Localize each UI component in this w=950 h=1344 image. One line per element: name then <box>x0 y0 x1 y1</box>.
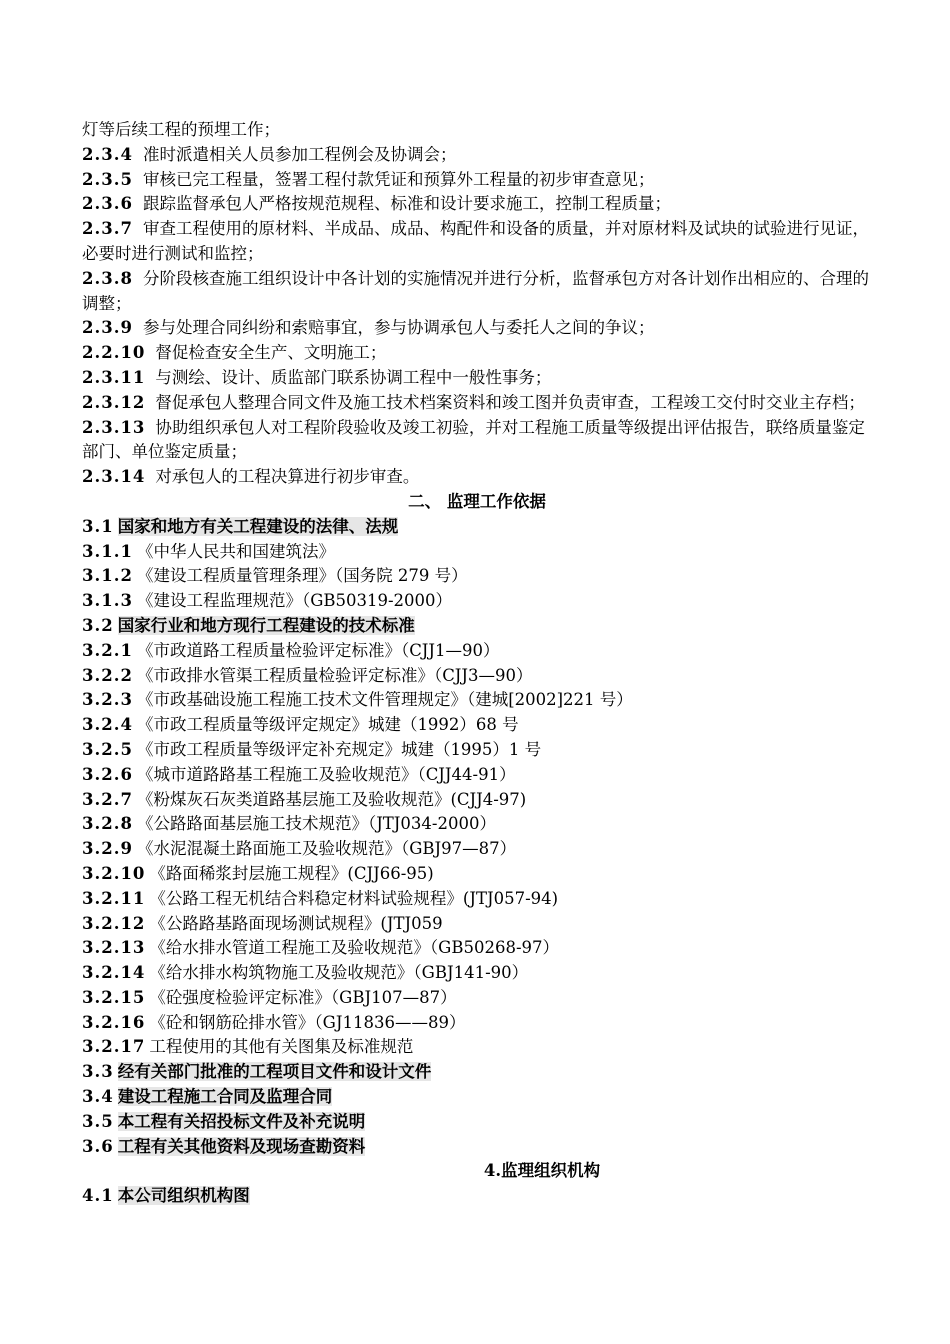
list-item: 2.3.4 准时派遣相关人员参加工程例会及协调会； <box>82 144 457 164</box>
heading-3-1: 3.1 国家和地方有关工程建设的法律、法规 <box>82 516 399 536</box>
list-item: 3.2.13 《给水排水管道工程施工及验收规范》（GB50268-97） <box>82 938 560 958</box>
section-4-title: 4.监理组织机构 <box>483 1161 601 1181</box>
heading-4-1: 4.1 本公司组织机构图 <box>82 1186 250 1206</box>
heading-3-2: 3.2 国家行业和地方现行工程建设的技术标准 <box>82 615 415 635</box>
heading-3-5: 3.5 本工程有关招投标文件及补充说明 <box>82 1111 366 1131</box>
section-2-title: 二、 监理工作依据 <box>408 491 546 511</box>
list-item: 3.2.11 《公路工程无机结合料稳定材料试验规程》(JTJ057-94) <box>82 888 559 908</box>
list-item: 2.3.5 审核已完工程量，签署工程付款凭证和预算外工程量的初步审查意见； <box>82 169 655 189</box>
intro-line: 灯等后续工程的预埋工作； <box>82 120 280 139</box>
list-item: 3.2.6 《城市道路路基工程施工及验收规范》（CJJ44-91） <box>82 764 516 784</box>
list-item: 3.2.4 《市政工程质量等级评定规定》城建（1992）68 号 <box>82 715 519 735</box>
list-item: 3.2.16 《砼和钢筋砼排水管》（GJ11836——89） <box>82 1012 466 1032</box>
list-item: 3.2.5 《市政工程质量等级评定补充规定》城建（1995）1 号 <box>82 739 542 759</box>
list-item: 2.3.6 跟踪监督承包人严格按规范规程、标准和设计要求施工，控制工程质量； <box>82 194 671 214</box>
list-item: 2.3.8 分阶段核查施工组织设计中各计划的实施情况并进行分析，监督承包方对各计划作出相应的、合理的调整； <box>82 268 869 313</box>
list-item: 3.1.3 《建设工程监理规范》（GB50319-2000） <box>82 591 453 611</box>
list-item: 2.3.13 协助组织承包人对工程阶段验收及竣工初验，并对工程施工质量等级提出评估报告，联络质量鉴定部门、单位鉴定质量； <box>82 417 865 462</box>
list-item: 3.2.17 工程使用的其他有关图集及标准规范 <box>82 1037 414 1057</box>
list-item: 2.3.7 审查工程使用的原材料、半成品、成品、构配件和设备的质量，并对原材料及试块的试验进行见证，必要时进行测试和监控； <box>82 219 869 263</box>
list-item: 2.3.9 参与处理合同纠纷和索赔事宜，参与协调承包人与委托人之间的争议； <box>82 318 655 338</box>
duties-list <box>82 143 872 490</box>
list-item: 3.1.2 《建设工程质量管理条理》（国务院 279 号） <box>82 566 468 586</box>
document-page <box>82 118 872 1209</box>
list-item: 3.2.12 《公路路基路面现场测试规程》(JTJ059 <box>82 913 443 933</box>
s31-list <box>82 540 872 614</box>
list-item: 2.3.12 督促承包人整理合同文件及施工技术档案资料和竣工图并负责审查，工程竣工交付时交业主存档； <box>82 392 865 412</box>
list-item: 3.2.7 《粉煤灰石灰类道路基层施工及验收规范》(CJJ4-97) <box>82 789 527 809</box>
list-item: 3.2.8 《公路路面基层施工技术规范》（JTJ034-2000） <box>82 814 496 834</box>
list-item: 3.2.2 《市政排水管渠工程质量检验评定标准》（CJJ3—90） <box>82 665 533 685</box>
heading-3-6: 3.6 工程有关其他资料及现场查勘资料 <box>82 1136 366 1156</box>
list-item: 3.2.15 《砼强度检验评定标准》（GBJ107—87） <box>82 987 457 1007</box>
list-item: 3.2.14 《给水排水构筑物施工及验收规范》（GBJ141-90） <box>82 963 529 983</box>
list-item: 2.2.10 督促检查安全生产、文明施工； <box>82 343 387 363</box>
list-item: 3.1.1 《中华人民共和国建筑法》 <box>82 541 335 561</box>
list-item: 3.2.10 《路面稀浆封层施工规程》(CJJ66-95) <box>82 863 434 883</box>
list-item: 3.2.9 《水泥混凝土路面施工及验收规范》（GBJ97—87） <box>82 839 517 859</box>
list-item: 2.3.11 与测绘、设计、质监部门联系协调工程中一般性事务； <box>82 367 552 387</box>
list-item: 2.3.14 对承包人的工程决算进行初步审查。 <box>82 467 420 487</box>
heading-3-3: 3.3 经有关部门批准的工程项目文件和设计文件 <box>82 1062 432 1082</box>
heading-3-4: 3.4 建设工程施工合同及监理合同 <box>82 1087 333 1107</box>
list-item: 3.2.1 《市政道路工程质量检验评定标准》（CJJ1—90） <box>82 640 500 660</box>
list-item: 3.2.3 《市政基础设施工程施工技术文件管理规定》（建城[2002]221 号） <box>82 690 633 710</box>
s32-list <box>82 639 872 1061</box>
